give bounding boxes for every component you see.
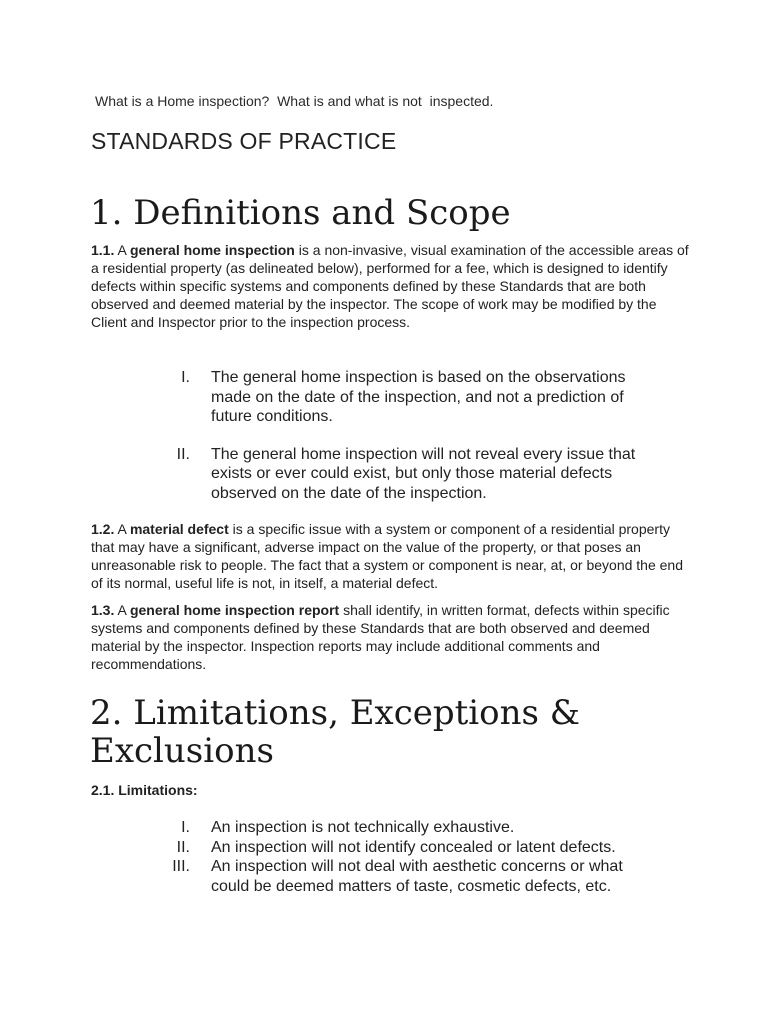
paragraph-1-3 <box>91 601 691 673</box>
para-text: is a non-invasive, visual examination of the accessible areas of a residential property (as delineated below), performed for a fee, which is designed to identify defects within specific systems and components defined by these Standards that are both observed and deemed material by the inspector. The scope of work may be modified by the Client and Inspector prior to the inspection process. <box>91 242 689 330</box>
paragraph-1-2 <box>91 520 691 592</box>
intro-line: What is a Home inspection? What is and what is not inspected. <box>95 93 494 109</box>
list-item <box>160 838 660 858</box>
para-text: shall identify, in written format, defects within specific systems and components defined by these Standards that are both observed and deemed material by the inspector. Inspection reports may include additional comments and recommendations. <box>91 602 670 672</box>
para-text: is a specific issue with a system or component of a residential property that may have a significant, adverse impact on the value of the property, or that poses an unreasonable risk to people. The fact that a system or component is near, at, or beyond the end of its normal, useful life is not, in itself, a material defect. <box>91 521 683 591</box>
section-1-heading: 1. Definitions and Scope <box>90 193 511 233</box>
para-number: 1.3. <box>91 602 115 618</box>
list-text: An inspection will not deal with aesthetic concerns or what could be deemed matters of taste, cosmetic defects, etc. <box>211 858 623 895</box>
term-inspection-report: general home inspection report <box>129 602 340 618</box>
para-number: 1.2. <box>91 521 115 537</box>
list-text: An inspection is not technically exhaustive. <box>211 819 515 836</box>
list-number: II. <box>176 445 190 463</box>
list-text: The general home inspection is based on the observations made on the date of the inspection, and not a prediction of future conditions. <box>211 369 626 425</box>
list-number: III. <box>172 858 190 875</box>
list-item <box>160 818 660 838</box>
para-prefix: A <box>114 521 130 537</box>
list-number: II. <box>176 838 190 856</box>
term-material-defect: material defect <box>129 521 229 537</box>
list-item <box>160 857 660 896</box>
scope-list <box>160 368 660 503</box>
list-number: I. <box>181 819 190 836</box>
paragraph-1-1 <box>91 241 691 331</box>
list-text: The general home inspection will not reveal every issue that exists or ever could exist, but only those material defects observed on the date of the inspection. <box>211 445 636 502</box>
list-item <box>160 445 660 504</box>
list-text: An inspection will not identify concealed or latent defects. <box>211 838 616 856</box>
limitations-label: 2.1. Limitations: <box>91 782 198 798</box>
list-number: I. <box>181 369 190 386</box>
para-prefix: A <box>114 242 130 258</box>
section-2-heading: 2. Limitations, Exceptions & Exclusions <box>90 693 581 771</box>
para-number: 1.1. <box>91 242 115 258</box>
limitations-list <box>160 818 660 896</box>
term-general-home-inspection: general home inspection <box>129 242 295 258</box>
list-item <box>160 368 660 427</box>
standards-title: STANDARDS OF PRACTICE <box>91 128 397 154</box>
para-prefix: A <box>114 602 130 618</box>
